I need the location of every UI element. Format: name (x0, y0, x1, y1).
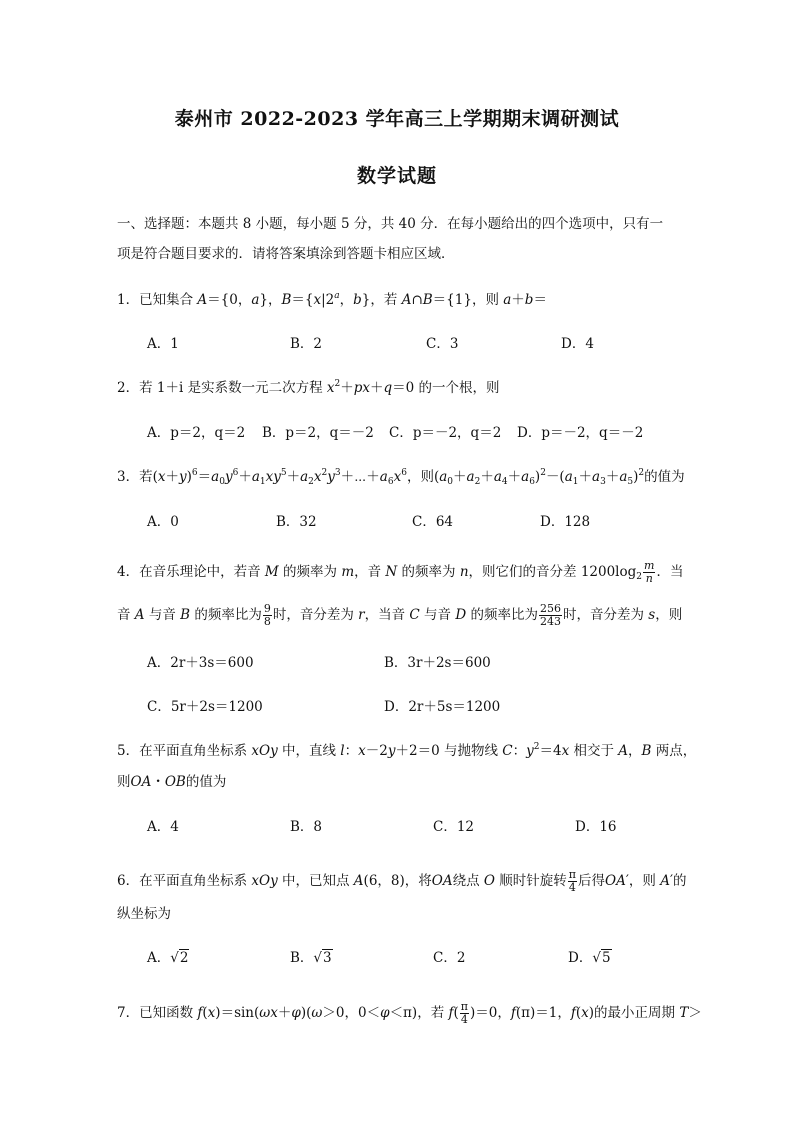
question-4-option-a: A．2r＋3s＝600 (147, 655, 254, 671)
question-5-option-d: D．16 (575, 819, 617, 835)
question-2-option-b: B．p＝2，q＝－2 (262, 425, 374, 441)
question-4-option-d: D．2r＋5s＝1200 (384, 699, 501, 715)
fraction-256-over-243: $\frac{256}{243}$ (539, 602, 561, 628)
sqrt-2: √2 (170, 950, 189, 966)
exam-subject-title: 数学试题 (356, 165, 437, 187)
question-7-stem: 7．已知函数 f(x)＝sin(ωx＋φ)(ω＞0，0＜φ＜π)，若 f( $\frac{\pi}{4}$ )＝0，f(π)＝1，f(x)的最小正周期 T＞ (117, 1000, 702, 1026)
question-5-number: 5． (117, 743, 140, 759)
question-2-option-c: C．p＝－2，q＝2 (389, 425, 502, 441)
question-4-stem-line1: 4．在音乐理论中，若音 M 的频率为 m，音 N 的频率为 n，则它们的音分差 $1200\log_2$ $\frac{m}{n}$ ．当 (117, 559, 684, 585)
question-6-option-a: A．√2 (147, 950, 189, 966)
question-4-option-c: C．5r＋2s＝1200 (147, 699, 263, 715)
question-5-stem-line2: 则OA・OB的值为 (117, 774, 227, 790)
question-5-option-b: B．8 (290, 819, 323, 835)
section-instructions-line2: 项是符合题目要求的．请将答案填涂到答题卡相应区域． (117, 246, 455, 262)
section-instructions-line1: 一、选择题：本题共 8 小题，每小题 5 分，共 40 分．在每小题给出的四个选项中，只有一 (117, 216, 664, 232)
fraction-m-over-n: $\frac{m}{n}$ (644, 559, 655, 585)
question-6-stem-line1: 6．在平面直角坐标系 xOy 中，已知点 A(6，8)，将OA绕点 O 顺时针旋转 $\frac{\pi}{4}$ 后得OA′，则 A′的 (117, 868, 687, 894)
question-2-option-a: A．p＝2，q＝2 (147, 425, 246, 441)
fraction-9-over-8: $\frac{9}{8}$ (263, 602, 271, 628)
question-1-option-d: D．4 (561, 336, 594, 352)
question-4-option-b: B．3r＋2s＝600 (384, 655, 491, 671)
question-1-option-c: C．3 (426, 336, 459, 352)
question-3-number: 3． (117, 469, 140, 485)
question-3-option-c: C．64 (412, 514, 454, 530)
question-1-option-a: A．1 (147, 336, 179, 352)
question-2-stem: 2．若 1＋i 是实系数一元二次方程 $x^2+px+q=0$ 的一个根，则 (117, 379, 500, 396)
fraction-pi-over-4: $\frac{\pi}{4}$ (568, 868, 576, 894)
question-6-stem-line2: 纵坐标为 (117, 906, 171, 922)
question-6-option-b: B．√3 (290, 950, 332, 966)
fraction-pi-over-4-q7: $\frac{\pi}{4}$ (460, 1000, 469, 1026)
exam-title: 泰州市 2022-2023 学年高三上学期期末调研测试 (174, 108, 620, 130)
question-1-option-b: B．2 (290, 336, 323, 352)
question-3-stem: 3．若$(x+y)^6=a_0y^6+a_1xy^5+a_2x^2y^3+\cdots+a_6x^6$，则$(a_0+a_2+a_4+a_6)^2-(a_1+a_3+a_5)^2$的值为 (117, 468, 685, 487)
question-5-option-a: A．4 (147, 819, 179, 835)
question-7-number: 7． (117, 1005, 140, 1021)
question-4-number: 4． (117, 564, 140, 580)
question-3-option-b: B．32 (276, 514, 317, 530)
question-6-option-d: D．√5 (568, 950, 611, 966)
question-3-option-a: A．0 (147, 514, 179, 530)
sqrt-3: √3 (313, 950, 332, 966)
question-6-number: 6． (117, 873, 140, 889)
question-1-stem: 1．已知集合 A＝{0，a}，$B=\{x|2^a$，b}，若 A∩B＝{1}，则 a＋b＝ (117, 291, 547, 308)
question-5-stem-line1: 5．在平面直角坐标系 xOy 中，直线 l：x－2y＋2＝0 与抛物线 C：$y^2=4x$ 相交于 A，B 两点， (117, 742, 697, 759)
question-1-number: 1． (117, 292, 140, 308)
question-2-option-d: D．p＝－2，q＝－2 (517, 425, 644, 441)
question-6-option-c: C．2 (433, 950, 466, 966)
question-5-option-c: C．12 (433, 819, 475, 835)
question-3-option-d: D．128 (540, 514, 591, 530)
question-4-stem-line2: 音 A 与音 B 的频率比为 $\frac{9}{8}$ 时，音分差为 r，当音 C 与音 D 的频率比为 $\frac{256}{243}$ 时，音分差为 s，则 (117, 602, 683, 628)
sqrt-5: √5 (592, 950, 611, 966)
question-2-number: 2． (117, 380, 140, 396)
